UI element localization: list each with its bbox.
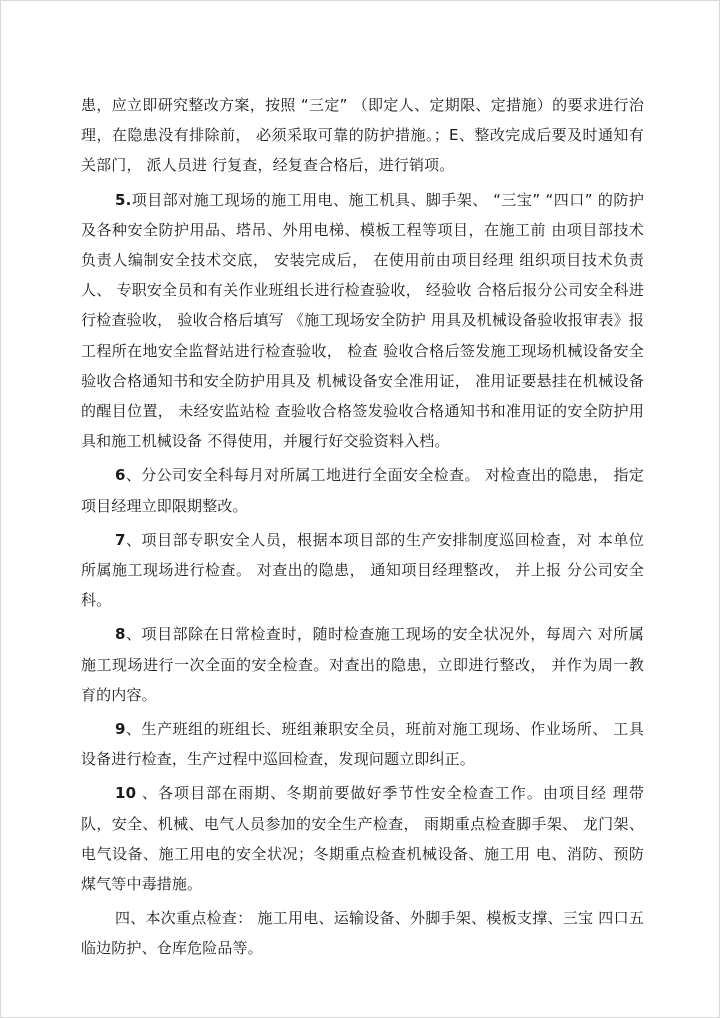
paragraph-item-7 [81, 525, 644, 616]
paragraph-item-8 [81, 619, 644, 710]
item-number: 5. [115, 190, 132, 209]
paragraph-item-6 [81, 460, 644, 520]
item-number: 10 [115, 784, 137, 803]
paragraph-text: 、项目部除在日常检查时，随时检查施工现场的安全状况外，每周六 对所属施工现场进行一次全面的安全检查。对查出的隐患，立即进行整改， 并作为周一教育的内容。 [81, 625, 644, 704]
item-number: 8 [115, 625, 126, 644]
paragraph-text: 项目部对施工现场的施工用电、施工机具、脚手架、 “三宝” “四口” 的防护及各种安全防护用品、塔吊、外用电梯、模板工程等项目，在施工前 由项目部技术负责人编制安全技术交底， 安装完成后， 在使用前由项目经理 组织项目技术负责人、 专职安全员和有关作业班组长进行检查验收， 经验收 合格后报分公司安全科进行检查验收， 验收合格后填写 《施工现场安全防护 用具及机械设备验收报审表》报工程所在地安全监督站进行检查验收， 检查 验收合格后签发施工现场机械设备安全验收合格通知书和安全防护用具及 机械设备安全准用证， 准用证要悬挂在机械设备的醒目位置， 未经安监站检 查验收合格签发验收合格通知书和准用证的安全防护用具和施工机械设备 不得使用，并履行好交验资料入档。 [81, 190, 644, 451]
item-number: 9 [115, 720, 126, 739]
paragraph-text: 、分公司安全科每月对所属工地进行全面安全检查。 对检查出的隐患， 指定项目经理立即限期整改。 [81, 466, 644, 515]
paragraph-item-10 [81, 778, 644, 899]
paragraph-continued: 患，应立即研究整改方案，按照 “三定” （即定人、定期限、定措施）的要求进行治理，在隐患没有排除前， 必须采取可靠的防护措施。；E、整改完成后要及时通知有关部门， 派人员进 行复查，经复查合格后，进行销项。 [81, 96, 644, 175]
item-number: 7 [115, 530, 126, 549]
item-number: 6 [115, 466, 126, 485]
paragraph-text: 、项目部专职安全人员，根据本项目部的生产安排制度巡回检查，对 本单位所属施工现场进行检查。 对查出的隐患， 通知项目经理整改， 并上报 分公司安全科。 [81, 530, 644, 610]
paragraph-section-4: 四、本次重点检查： 施工用电、运输设备、外脚手架、模板支撑、三宝 四口五临边防护、仓库危险品等。 [81, 909, 644, 958]
paragraph-text: 、各项目部在雨期、冬期前要做好季节性安全检查工作。由项目经 理带队，安全、机械、电气人员参加的安全生产检查， 雨期重点检查脚手架、 龙门架、电气设备、施工用电的安全状况；冬期重点检查机械设备、施工用 电、消防、预防煤气等中毒措施。 [81, 784, 644, 894]
paragraph-item-5 [81, 185, 644, 457]
paragraph-text: 、生产班组的班组长、班组兼职安全员，班前对施工现场、作业场所、 工具设备进行检查，生产过程中巡回检查，发现问题立即纠正。 [81, 720, 644, 769]
document-body [81, 90, 644, 968]
paragraph-item-9 [81, 714, 644, 774]
